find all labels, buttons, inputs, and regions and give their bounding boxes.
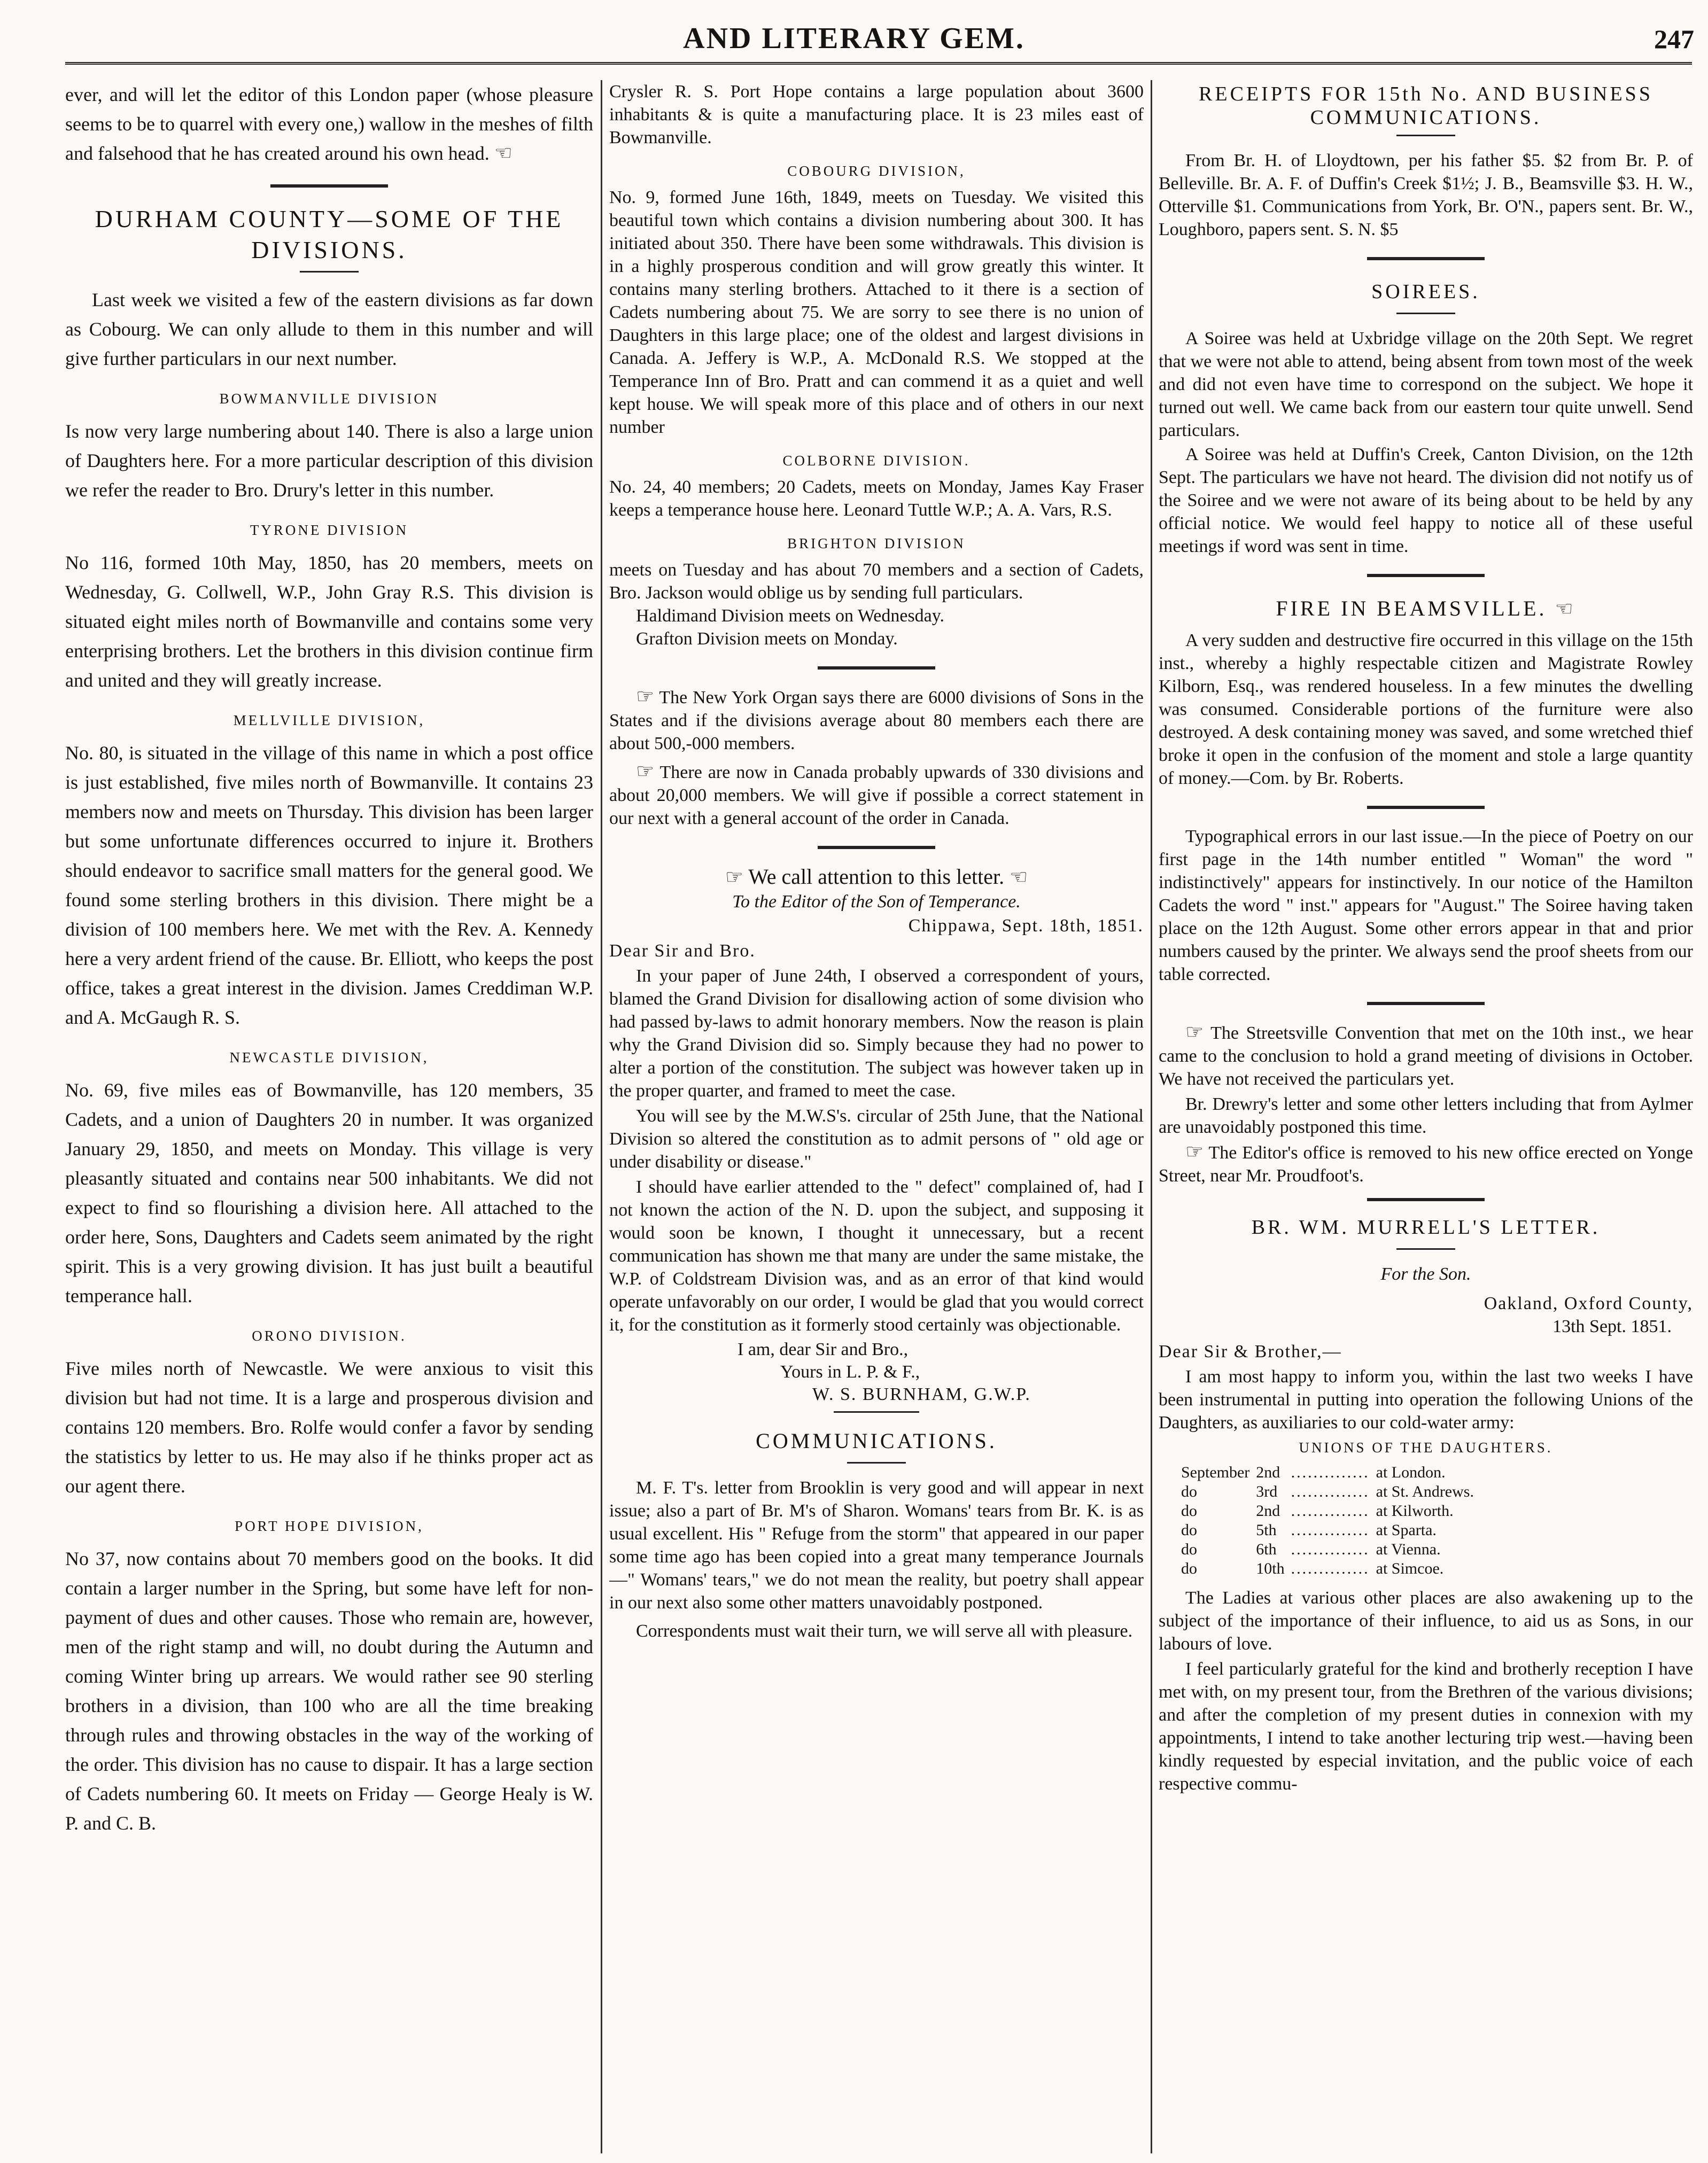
union-day: 2nd xyxy=(1256,1464,1280,1481)
section-rule xyxy=(1367,1002,1485,1005)
letter-signature: W. S. BURNHAM, G.W.P. xyxy=(812,1384,1031,1404)
pointing-hand-icon: ☜ xyxy=(1555,598,1576,620)
union-row xyxy=(1181,1560,1479,1578)
unions-title: UNIONS OF THE DAUGHTERS. xyxy=(1299,1440,1553,1456)
pointing-hand-icon: ☞ xyxy=(725,866,743,889)
union-row xyxy=(1181,1502,1479,1520)
letter-closing-2: Yours in L. P. & F., xyxy=(780,1362,920,1382)
soirees-paragraph-1: A Soiree was held at Uxbridge village on the 20th Sept. We regret that we were not able to attend, being absent from town most of the week and did not even have time to correspond on the subject. We hope it turned out well. We came back from our eastern tour quite unwell. Send particulars. xyxy=(1159,329,1693,440)
union-month: do xyxy=(1181,1560,1197,1577)
communications-paragraph-2: Correspondents must wait their turn, we will serve all with pleasure. xyxy=(636,1621,1133,1641)
letter-paragraph-1: In your paper of June 24th, I observed a correspondent of yours, blamed the Grand Division for disallowing action of some division who had passed by-laws to admit honorary members. Now the reason is plain why the Grand Division did so. Simply because they had no power to alter a portion of the constitution. The subject was however taken up in the proper quarter, and framed to meet the case. xyxy=(609,966,1144,1101)
office-text: The Editor's office is removed to his new office erected on Yonge Street, near Mr. Proudfoot's. xyxy=(1159,1143,1693,1186)
union-month: September xyxy=(1181,1464,1250,1481)
short-rule xyxy=(300,271,359,273)
union-dots: .............. xyxy=(1291,1464,1370,1481)
section-rule xyxy=(1367,574,1485,577)
canada-note: There are now in Canada probably upwards of 330 divisions and about 20,000 members. We will give if possible a correct statement in our next with a general account of the order in Canada. xyxy=(609,763,1144,828)
page-header xyxy=(0,0,1708,64)
letter-dateline: Chippawa, Sept. 18th, 1851. xyxy=(908,916,1144,936)
section-rule xyxy=(270,184,388,188)
orono-title: ORONO DIVISION. xyxy=(252,1328,407,1344)
page-number: 247 xyxy=(1654,24,1694,54)
porthope-title: PORT HOPE DIVISION, xyxy=(235,1518,424,1534)
tyrone-title: TYRONE DIVISION xyxy=(250,522,409,538)
short-rule xyxy=(847,1462,906,1464)
union-dots: .............. xyxy=(1291,1560,1370,1577)
newcastle-text: No. 69, five miles eas of Bowmanville, has 120 members, 35 Cadets, and a union of Daughters 20 in number. It was organized January 29, 1850, and meets on Monday. This village is very pleasantly situated and contains near 500 inhabitants. We did not expect to find so flourishing a division here. All attached to the order here, Sons, Daughters and Cadets seem animated by the right spirit. This is a very growing division. It has just built a beautiful temperance hall. xyxy=(65,1079,593,1306)
union-place: at St. Andrews. xyxy=(1376,1483,1474,1500)
bowmanville-title: BOWMANVILLE DIVISION xyxy=(219,391,439,407)
murrell-paragraph-1: I am most happy to inform you, within the last two weeks I have been instrumental in putting into operation the following Unions of the Daughters, as auxiliaries to our cold-water army: xyxy=(1159,1367,1693,1433)
section-rule xyxy=(818,846,935,849)
drewry-text: Br. Drewry's letter and some other letters including that from Aylmer are unavoidably postponed this time. xyxy=(1159,1094,1693,1137)
murrell-heading: BR. WM. MURRELL'S LETTER. xyxy=(1251,1216,1601,1239)
pointing-hand-icon: ☞ xyxy=(636,686,655,708)
union-month: do xyxy=(1181,1521,1197,1539)
union-place: at Kilworth. xyxy=(1376,1502,1454,1520)
porthope-continuation: Crysler R. S. Port Hope contains a large population about 3600 inhabitants & is quite a manufacturing place. It is 23 miles east of Bowmanville. xyxy=(609,82,1144,147)
melville-title: MELLVILLE DIVISION, xyxy=(233,712,425,728)
section-rule xyxy=(1367,257,1485,260)
continuation-text: ever, and will let the editor of this London paper (whose pleasure seems to be to quarrel with every one,) wallow in the meshes of filth and falsehood that he has created around his own head. xyxy=(65,84,593,164)
fire-text: A very sudden and destructive fire occurred in this village on the 15th inst., whereby a highly respectable citizen and Magistrate Rowley Kilborn, Esq., was rendered houseless. In a few minutes the dwelling was consumed. Considerable portions of the furniture were also destroyed. A desk containing money was saved, and some wretched thief broke it open in the confusion of the moment and stole a large quantity of money.—Com. by Br. Roberts. xyxy=(1159,631,1693,788)
short-rule xyxy=(1396,313,1455,314)
union-place: at Vienna. xyxy=(1376,1540,1441,1558)
union-dots: .............. xyxy=(1291,1521,1370,1539)
receipts-heading: RECEIPTS FOR 15th No. AND BUSINESS COMMUNICATIONS. xyxy=(1199,83,1653,129)
colborne-text: No. 24, 40 members; 20 Cadets, meets on Monday, James Kay Fraser keeps a temperance house here. Leonard Tuttle W.P.; A. A. Vars, R.S. xyxy=(609,477,1144,520)
column-3 xyxy=(1159,80,1693,2153)
letter-paragraph-3: I should have earlier attended to the " defect" complained of, had I not known the action of the N. D. upon the subject, and supposing it would soon be known, I thought it unnecessary, but a recent communication has shown me that many are under the same mistake, the W.P. of Coldstream Division was, and as an error of that kind would operate unfavorably on our order, I would be glad that you would correct it, for the constitution as it formerly stood certainly was objectionable. xyxy=(609,1177,1144,1335)
durham-heading: DURHAM COUNTY—SOME OF THE DIVISIONS. xyxy=(95,205,564,263)
bowmanville-text: Is now very large numbering about 140. There is also a large union of Daughters here. For a more particular description of this division we refer the reader to Bro. Drury's letter in this number. xyxy=(65,421,593,501)
union-dots: .............. xyxy=(1291,1540,1370,1558)
letter-date: 13th Sept. 1851. xyxy=(1552,1317,1672,1336)
union-place: at Simcoe. xyxy=(1376,1560,1444,1577)
letter-salutation: Dear Sir and Bro. xyxy=(609,941,756,961)
brighton-text: meets on Tuesday and has about 70 members and a section of Cadets, Bro. Jackson would oblige us by sending full particulars. xyxy=(609,560,1144,603)
orono-text: Five miles north of Newcastle. We were anxious to visit this division but had not time. It is a large and prosperous division and contains 120 members. Bro. Rolfe would confer a favor by sending the statistics by letter to us. He may also if he thinks proper act as our agent there. xyxy=(65,1358,593,1497)
cobourg-text: No. 9, formed June 16th, 1849, meets on Tuesday. We visited this beautiful town which contains a division numbering about 300. It has initiated about 350. There have been some withdrawals. This division is in a highly prosperous condition and will grow greatly this winter. It contains many sterling brothers. Attached to it there is a section of Cadets numbering about 75. We are sorry to see there is no union of Daughters in this large place; one of the oldest and largest divisions in Canada. A. Jeffery is W.P., A. McDonald R.S. We stopped at the Temperance Inn of Bro. Pratt and can commend it as a quiet and well kept house. We will speak more of this place and of others in our next number xyxy=(609,188,1144,437)
union-day: 5th xyxy=(1256,1521,1277,1539)
union-row xyxy=(1181,1521,1479,1539)
porthope-text: No 37, now contains about 70 members good on the books. It did contain a larger number in the Spring, but some have left for non-payment of dues and other causes. Those who remain are, however, men of the right stamp and will, no doubt during the Autumn and coming Winter bring up arrears. We would rather see 90 sterling brothers in a division, than 100 who are all the time breaking through rules and throwing obstacles in the way of the working of the order. This division has no cause to dispair. It has a large section of Cadets numbering 60. It meets on Friday — George Healy is W. P. and C. B. xyxy=(65,1548,593,1834)
union-day: 2nd xyxy=(1256,1502,1280,1520)
ny-organ-note: The New York Organ says there are 6000 divisions of Sons in the States and if the divisions average about 80 members each there are about 500,-000 members. xyxy=(609,688,1144,753)
pointing-hand-icon: ☜ xyxy=(1010,866,1028,889)
section-rule xyxy=(818,666,935,670)
column-2 xyxy=(609,80,1144,2153)
union-place: at Sparta. xyxy=(1376,1521,1437,1539)
union-month: do xyxy=(1181,1483,1197,1500)
pointing-hand-icon: ☞ xyxy=(1185,1021,1204,1044)
typographical-errors-text: Typographical errors in our last issue.—In the piece of Poetry on our first page in the 14th number entitled " Woman" the word " indistinctively" appears for instinctively. In our notice of the Hamilton Cadets the word " inst." appears for "August." The Soiree having taken place on the 12th August. Some other errors appear in that and prior numbers caused by the printer. We always send the proof sheets from our table corrected. xyxy=(1159,827,1693,984)
section-rule xyxy=(1367,806,1485,809)
union-month: do xyxy=(1181,1502,1197,1520)
column-divider-1 xyxy=(601,80,602,2153)
tyrone-text: No 116, formed 10th May, 1850, has 20 members, meets on Wednesday, G. Collwell, W.P., John Gray R.S. This division is situated eight miles north of Bowmanville and contains some very enterprising brothers. Let the brothers in this division continue firm and united and they will greatly increase. xyxy=(65,552,593,691)
running-title: AND LITERARY GEM. xyxy=(683,22,1025,55)
colborne-title: COLBORNE DIVISION. xyxy=(782,453,971,469)
melville-text: No. 80, is situated in the village of this name in which a post office is just established, five miles north of Bowmanville. It contains 23 members now and meets on Thursday. This division has been larger but some unfortunate differences occurred to injure it. Brothers should endeavor to sacrifice small matters for the general good. We found some sterling brothers in this division. There might be a division of 100 members here. We met with the Rev. A. Kennedy here a very ardent friend of the cause. Br. Elliott, who keeps the post office, takes a great interest in the division. James Creddiman W.P. and A. McGaugh R. S. xyxy=(65,742,593,1028)
durham-intro: Last week we visited a few of the eastern divisions as far down as Cobourg. We can only allude to them in this number and will give further particulars in our next number. xyxy=(65,289,593,369)
union-row xyxy=(1181,1464,1479,1482)
murrell-paragraph-3: I feel particularly grateful for the kind and brotherly reception I have met with, on my present tour, from the Brethren of the various divisions; and after the completion of my present duties in connexion with my appointments, I intend to take another lecturing trip west.—having been kindly requested by especial invitation, and the public voice of each respective commu- xyxy=(1159,1659,1693,1794)
union-day: 10th xyxy=(1256,1560,1285,1577)
brighton-title: BRIGHTON DIVISION xyxy=(787,535,966,551)
union-day: 3rd xyxy=(1256,1483,1278,1500)
communications-paragraph-1: M. F. T's. letter from Brooklin is very good and will appear in next issue; also a part of Br. M's of Sharon. Womans' tears from Br. K. is as usual excellent. His " Refuge from the storm" that appeared in our paper some time ago has been copied into a great many temperance Journals—" Womans' tears," we do not mean the reality, but poetry shall appear in our next also some other matters unavoidably postponed. xyxy=(609,1478,1144,1613)
murrell-salutation: Dear Sir & Brother,— xyxy=(1159,1342,1342,1361)
receipts-text: From Br. H. of Lloydtown, per his father $5. $2 from Br. P. of Belleville. Br. A. F. of Duffin's Creek $1½; J. B., Beamsville $3. H. W., Otterville $1. Communications from York, Br. O'N., papers sent. Br. W., Loughboro, papers sent. S. N. $5 xyxy=(1159,151,1693,239)
pointing-hand-icon: ☞ xyxy=(636,760,655,783)
letter-paragraph-2: You will see by the M.W.S's. circular of 25th June, that the National Division so altered the constitution as to admit persons of " old age or under disability or disease." xyxy=(609,1106,1144,1172)
short-rule xyxy=(834,1411,919,1413)
streetsville-text: The Streetsville Convention that met on the 10th inst., we hear came to the conclusion to hold a grand meeting of divisions in October. We have not received the particulars yet. xyxy=(1159,1023,1693,1089)
newcastle-title: NEWCASTLE DIVISION, xyxy=(229,1049,429,1065)
soirees-heading: SOIREES. xyxy=(1371,281,1480,303)
column-1 xyxy=(65,80,593,2153)
column-divider-2 xyxy=(1151,80,1152,2153)
header-rule xyxy=(65,62,1692,65)
unions-table xyxy=(1180,1462,1480,1579)
unions-table-body xyxy=(1181,1464,1479,1578)
union-month: do xyxy=(1181,1540,1197,1558)
grafton-text: Grafton Division meets on Monday. xyxy=(636,629,898,649)
union-row xyxy=(1181,1483,1479,1501)
union-row xyxy=(1181,1540,1479,1559)
union-place: at London. xyxy=(1376,1464,1446,1481)
for-the-son: For the Son. xyxy=(1380,1264,1471,1284)
short-rule xyxy=(1396,1248,1455,1250)
communications-heading: COMMUNICATIONS. xyxy=(756,1429,997,1453)
short-rule xyxy=(1396,135,1455,136)
cobourg-title: COBOURG DIVISION, xyxy=(787,163,966,179)
attention-line: We call attention to this letter. xyxy=(748,865,1005,889)
fire-heading: FIRE IN BEAMSVILLE. xyxy=(1276,596,1547,620)
union-dots: .............. xyxy=(1291,1483,1370,1500)
haldimand-text: Haldimand Division meets on Wednesday. xyxy=(636,606,945,626)
pointing-hand-icon: ☜ xyxy=(494,142,513,165)
union-day: 6th xyxy=(1256,1540,1277,1558)
section-rule xyxy=(1367,1198,1485,1201)
murrell-paragraph-2: The Ladies at various other places are also awakening up to the subject of the importance of their influence, to aid us as Sons, in our labours of love. xyxy=(1159,1588,1693,1654)
soirees-paragraph-2: A Soiree was held at Duffin's Creek, Canton Division, on the 12th Sept. The particulars we have not heard. The division did not notify us of the Soiree and we were not aware of its being about to be held by any official notice. We would feel happy to notice all of these useful meetings if word was sent in time. xyxy=(1159,445,1693,556)
pointing-hand-icon: ☞ xyxy=(1185,1141,1204,1163)
to-editor-line: To the Editor of the Son of Temperance. xyxy=(732,892,1021,912)
letter-closing-1: I am, dear Sir and Bro., xyxy=(737,1340,909,1359)
union-dots: .............. xyxy=(1291,1502,1370,1520)
letter-place: Oakland, Oxford County, xyxy=(1484,1294,1693,1313)
